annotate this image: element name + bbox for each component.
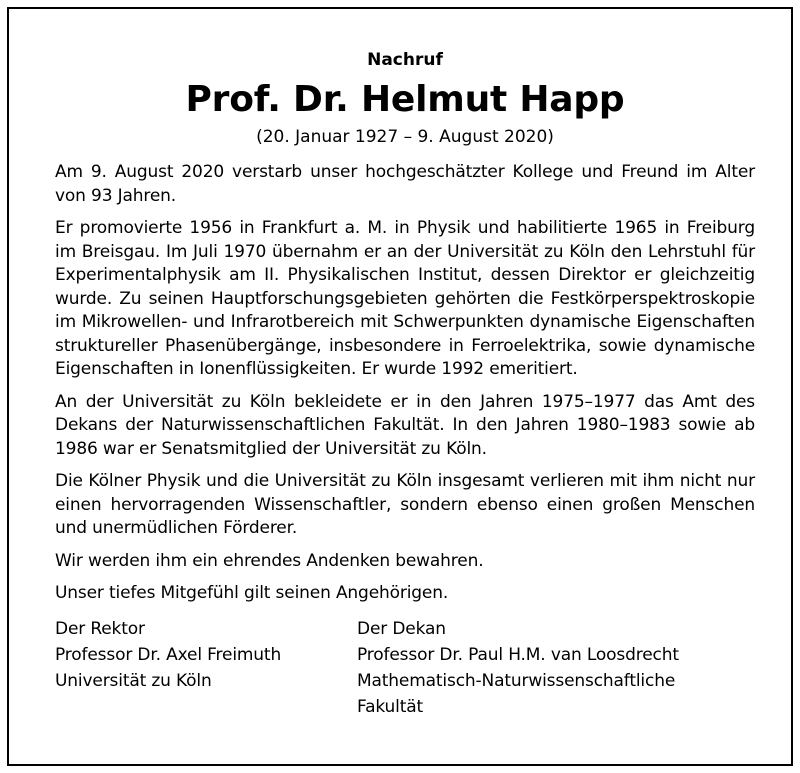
signature-rector <box>55 616 357 720</box>
dean-role: Der Dekan <box>357 618 446 639</box>
rector-name: Professor Dr. Axel Freimuth <box>55 644 282 665</box>
paragraph-career: Er promovierte 1956 in Frankfurt a. M. in Physik und habilitierte 1965 in Freiburg im Breisgau. Im Juli 1970 übernahm er an der Universität zu Köln den Lehrstuhl für Experimentalphysik am II. Physikalischen Institut, dessen Direktor er gleichzeitig wurde. Zu seinen Hauptforschungsgebieten gehörten die Festkörperspektroskopie im Mikrowellen- und Infrarotbereich mit Schwerpunkten dynamische Eigenschaften struktureller Phasenübergänge, insbesondere in Ferroelektrika, sowie dynamische Eigenschaften in Ionenflüssigkeiten. Er wurde 1992 emeritiert. <box>55 218 755 379</box>
paragraph-offices: An der Universität zu Köln bekleidete er in den Jahren 1975–1977 das Amt des Dekans der Naturwissenschaftlichen Fakultät. In den Jahren 1980–1983 sowie ab 1986 war er Senatsmitglied der Universität zu Köln. <box>55 391 755 459</box>
obituary-content <box>55 49 755 720</box>
rector-role: Der Rektor <box>55 618 145 639</box>
dean-name: Professor Dr. Paul H.M. van Loosdrecht <box>357 644 679 665</box>
signatures <box>55 616 755 720</box>
life-dates: (20. Januar 1927 – 9. August 2020) <box>256 127 554 147</box>
paragraph-condolence: Unser tiefes Mitgefühl gilt seinen Angehörigen. <box>55 583 449 603</box>
obituary-frame <box>7 7 793 766</box>
signature-dean <box>357 616 755 720</box>
paragraph-remembrance: Wir werden ihm ein ehrendes Andenken bewahren. <box>55 550 484 571</box>
obituary-body <box>55 161 755 606</box>
obituary-kicker: Nachruf <box>367 50 443 70</box>
paragraph-death-notice: Am 9. August 2020 verstarb unser hochgeschätzter Kollege und Freund im Alter von 93 Jahren. <box>55 162 755 206</box>
paragraph-tribute: Die Kölner Physik und die Universität zu Köln insgesamt verlieren mit ihm nicht nur einen hervorragenden Wissenschaftler, sondern ebenso einen großen Menschen und unermüdlichen Förderer. <box>55 471 755 538</box>
dean-faculty-line1: Mathematisch-Naturwissenschaftliche <box>357 670 676 691</box>
rector-institution: Universität zu Köln <box>55 670 212 691</box>
dean-faculty-line2: Fakultät <box>357 696 424 717</box>
deceased-name: Prof. Dr. Helmut Happ <box>185 79 625 120</box>
